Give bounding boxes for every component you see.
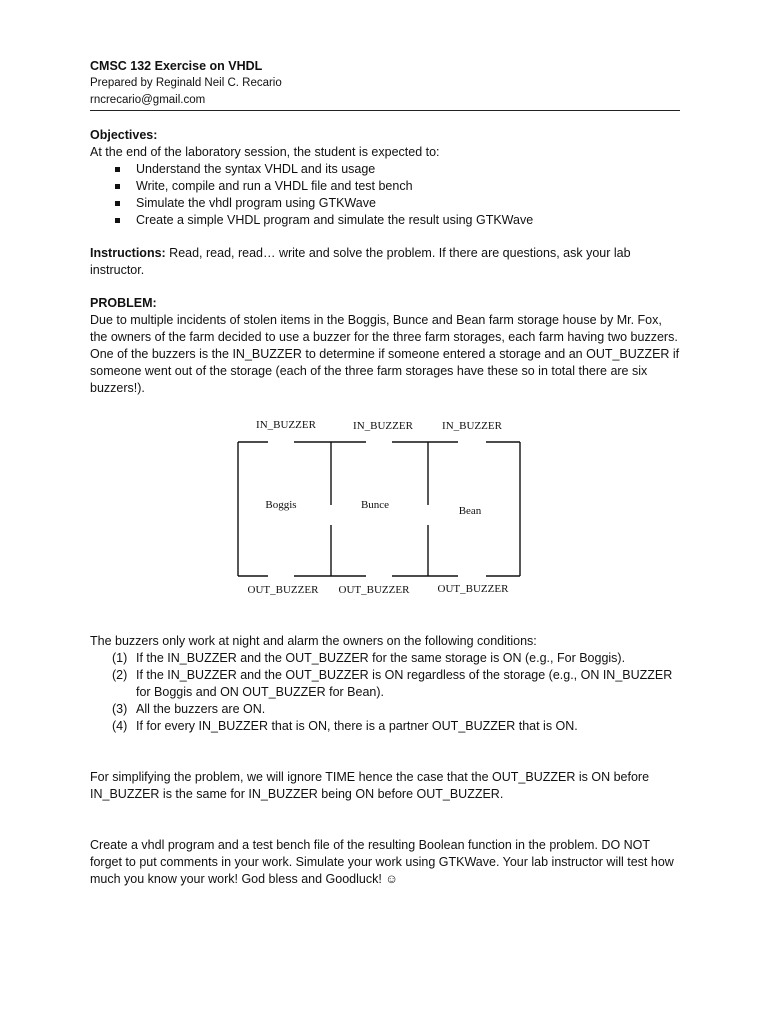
condition-item <box>112 718 680 735</box>
objective-item: Write, compile and run a VHDL file and test bench <box>110 178 680 195</box>
room-label-boggis: Boggis <box>265 499 297 511</box>
condition-number: (3) <box>112 702 128 716</box>
document-title: CMSC 132 Exercise on VHDL <box>90 59 263 73</box>
document-page <box>90 58 680 888</box>
instructions-label: Instructions: <box>90 246 166 260</box>
objective-item: Simulate the vhdl program using GTKWave <box>110 195 680 212</box>
simplify-paragraph: For simplifying the problem, we will ignore TIME hence the case that the OUT_BUZZER is ON before IN_BUZZER is the same for IN_BUZZER being ON before OUT_BUZZER. <box>90 770 650 801</box>
condition-number: (4) <box>112 719 128 733</box>
condition-text: All the buzzers are ON. <box>136 702 266 716</box>
condition-text: If for every IN_BUZZER that is ON, there is a partner OUT_BUZZER that is ON. <box>136 719 578 733</box>
out-buzzer-label: OUT_BUZZER <box>338 584 410 596</box>
out-buzzer-label: OUT_BUZZER <box>437 583 509 595</box>
room-label-bean: Bean <box>458 505 482 517</box>
header-divider <box>90 110 680 111</box>
condition-text: If the IN_BUZZER and the OUT_BUZZER is ON regardless of the storage (e.g., ON IN_BUZZER for Boggis and ON OUT_BUZZER for Bean). <box>136 668 673 699</box>
objectives-intro: At the end of the laboratory session, the student is expected to: <box>90 145 440 159</box>
in-buzzer-label: IN_BUZZER <box>256 419 316 431</box>
out-buzzer-label: OUT_BUZZER <box>247 584 319 596</box>
author-email: rncrecario@gmail.com <box>90 94 206 106</box>
condition-number: (2) <box>112 668 128 682</box>
condition-item <box>112 667 680 701</box>
task-paragraph: Create a vhdl program and a test bench file of the resulting Boolean function in the problem. DO NOT forget to put comments in your work. Simulate your work using GTKWave. Your lab instructor will test how much you know your work! God bless and Goodluck! ☺ <box>90 838 674 886</box>
storage-diagram-svg <box>90 413 680 603</box>
conditions-list <box>90 650 680 735</box>
condition-number: (1) <box>112 651 128 665</box>
objective-item: Understand the syntax VHDL and its usage <box>110 161 680 178</box>
objectives-list <box>90 161 680 229</box>
storage-diagram <box>90 413 680 603</box>
condition-item <box>112 701 680 718</box>
condition-text: If the IN_BUZZER and the OUT_BUZZER for the same storage is ON (e.g., For Boggis). <box>136 651 626 665</box>
in-buzzer-label: IN_BUZZER <box>353 420 413 432</box>
condition-item <box>112 650 680 667</box>
problem-heading: PROBLEM: <box>90 296 157 310</box>
objectives-heading: Objectives: <box>90 128 158 142</box>
problem-text: Due to multiple incidents of stolen items in the Boggis, Bunce and Bean farm storage house by Mr. Fox, the owners of the farm decided to use a buzzer for the three farm storages, each farm having two buzzers. One of the buzzers is the IN_BUZZER to determine if someone entered a storage and an OUT_BUZZER if someone went out of the storage (each of the three farm storages have these so in total there are six buzzers!). <box>90 313 680 395</box>
room-label-bunce: Bunce <box>360 499 390 511</box>
objective-item: Create a simple VHDL program and simulate the result using GTKWave <box>110 212 680 229</box>
in-buzzer-label: IN_BUZZER <box>442 420 502 432</box>
conditions-intro: The buzzers only work at night and alarm the owners on the following conditions: <box>90 634 537 648</box>
author-line: Prepared by Reginald Neil C. Recario <box>90 77 282 89</box>
instructions-paragraph <box>90 245 680 279</box>
instructions-text: Read, read, read… write and solve the problem. If there are questions, ask your lab instructor. <box>90 246 631 277</box>
